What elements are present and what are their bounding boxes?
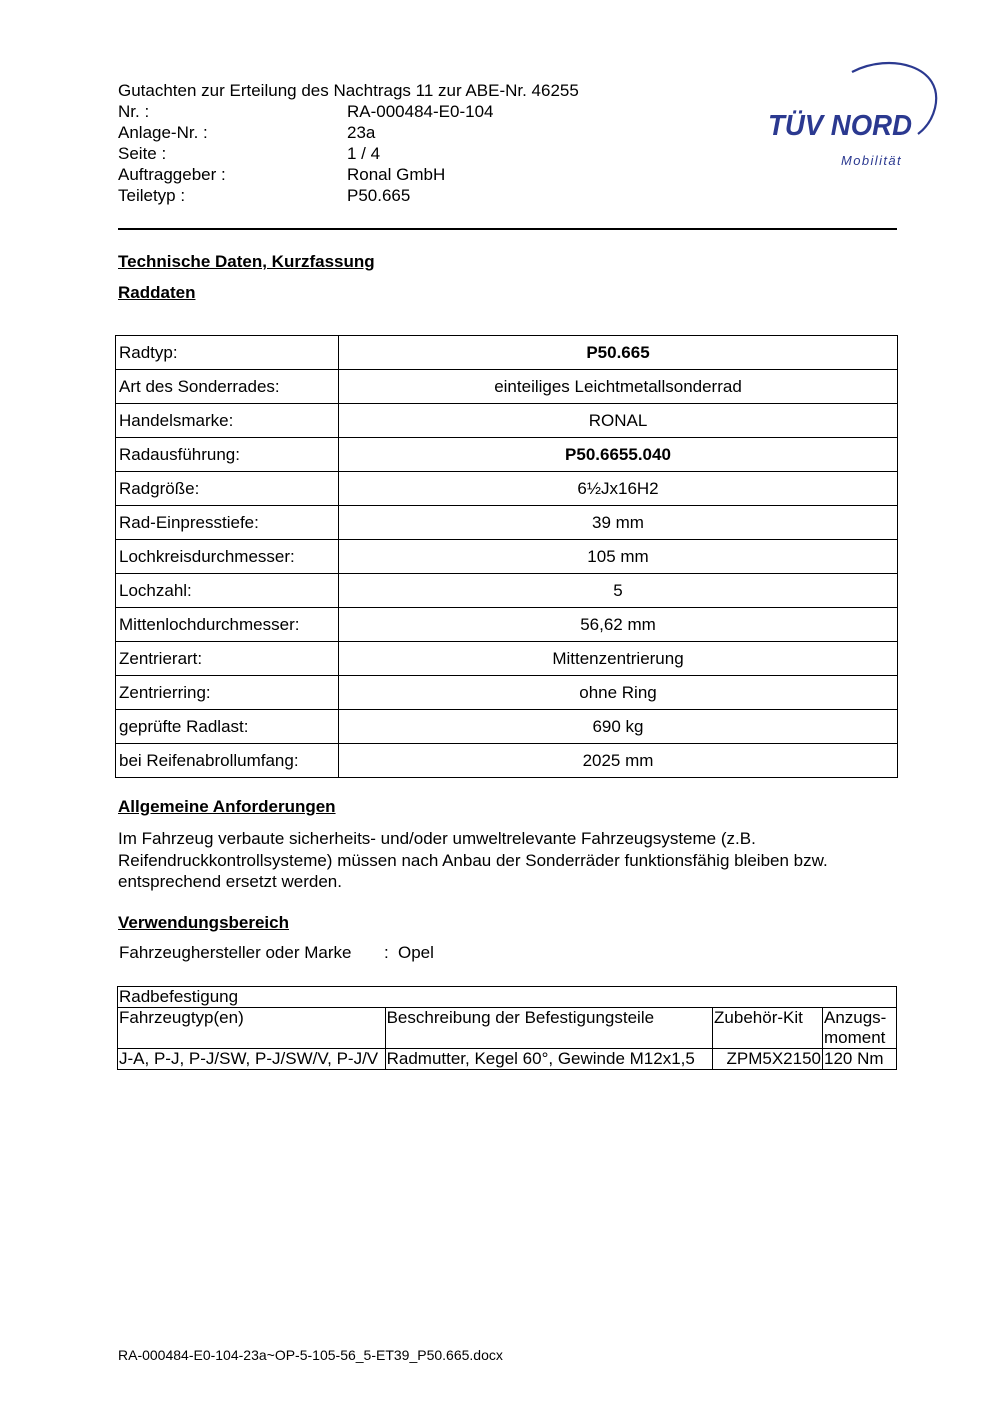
raddaten-row	[116, 642, 898, 676]
raddaten-row	[116, 710, 898, 744]
raddaten-value: P50.6655.040	[339, 438, 898, 472]
raddaten-label: Mittenlochdurchmesser:	[116, 608, 339, 642]
raddaten-value: 2025 mm	[339, 744, 898, 778]
cell-zubehoer-kit: ZPM5X2150	[713, 1049, 823, 1070]
raddaten-label: Radtyp:	[116, 336, 339, 370]
raddaten-value: Mittenzentrierung	[339, 642, 898, 676]
header-label: Nr. :	[118, 102, 150, 121]
raddaten-row	[116, 438, 898, 472]
allgemeine-text: Im Fahrzeug verbaute sicherheits- und/oder umweltrelevante Fahrzeugsysteme (z.B. Reifendruckkontrollsysteme) müssen nach Anbau der Sonderräder funktionsfähig bleiben bzw. entsprechend ersetzt werden.	[118, 829, 828, 891]
radbefestigung-title: Radbefestigung	[118, 987, 897, 1008]
manufacturer-separator: :	[384, 943, 389, 962]
heading-allgemeine-anforderungen: Allgemeine Anforderungen	[118, 797, 336, 816]
raddaten-row	[116, 336, 898, 370]
raddaten-value: 690 kg	[339, 710, 898, 744]
cell-fahrzeugtyp: J-A, P-J, P-J/SW, P-J/SW/V, P-J/V	[118, 1049, 386, 1070]
raddaten-row	[116, 676, 898, 710]
header-value: P50.665	[347, 186, 411, 205]
raddaten-row	[116, 744, 898, 778]
header-label: Auftraggeber :	[118, 165, 226, 184]
header-row-auftraggeber	[118, 164, 579, 185]
raddaten-label: Handelsmarke:	[116, 404, 339, 438]
header-value: RA-000484-E0-104	[347, 102, 494, 121]
header-row-nr	[118, 101, 579, 122]
raddaten-value: 5	[339, 574, 898, 608]
header-row-teiletyp	[118, 185, 579, 206]
raddaten-label: Zentrierart:	[116, 642, 339, 676]
raddaten-value: RONAL	[339, 404, 898, 438]
raddaten-row	[116, 608, 898, 642]
raddaten-label: bei Reifenabrollumfang:	[116, 744, 339, 778]
header-value: Ronal GmbH	[347, 165, 446, 184]
raddaten-row	[116, 404, 898, 438]
raddaten-value: P50.665	[339, 336, 898, 370]
header-value: 23a	[347, 123, 376, 142]
logo-sub-text: Mobilität	[841, 153, 903, 168]
col-header-fahrzeugtyp: Fahrzeugtyp(en)	[118, 1008, 386, 1049]
raddaten-label: Radausführung:	[116, 438, 339, 472]
header-value: 1 / 4	[347, 144, 381, 163]
heading-verwendungsbereich: Verwendungsbereich	[118, 913, 289, 932]
raddaten-label: Art des Sonderrades:	[116, 370, 339, 404]
raddaten-value: ohne Ring	[339, 676, 898, 710]
raddaten-label: Zentrierring:	[116, 676, 339, 710]
raddaten-table	[115, 335, 898, 778]
header-row-anlage	[118, 122, 579, 143]
document-header	[118, 80, 579, 206]
manufacturer-value: Opel	[398, 943, 434, 962]
tuv-nord-logo	[760, 56, 950, 176]
raddaten-row	[116, 540, 898, 574]
header-label: Seite :	[118, 144, 167, 163]
header-label: Teiletyp :	[118, 186, 186, 205]
header-label: Anlage-Nr. :	[118, 123, 208, 142]
radbefestigung-data-row	[118, 1049, 897, 1070]
raddaten-row	[116, 506, 898, 540]
radbefestigung-title-row	[118, 987, 897, 1008]
col-header-beschreibung: Beschreibung der Befestigungsteile	[385, 1008, 712, 1049]
radbefestigung-header-row	[118, 1008, 897, 1049]
cell-anzugsmoment: 120 Nm	[822, 1049, 896, 1070]
heading-raddaten: Raddaten	[118, 283, 196, 302]
cell-beschreibung: Radmutter, Kegel 60°, Gewinde M12x1,5	[385, 1049, 712, 1070]
raddaten-value: 56,62 mm	[339, 608, 898, 642]
raddaten-value: 105 mm	[339, 540, 898, 574]
logo-brand-text: TÜV NORD	[768, 110, 920, 142]
raddaten-row	[116, 472, 898, 506]
tuv-nord-logo-graphic	[760, 56, 950, 176]
raddaten-row	[116, 370, 898, 404]
radbefestigung-table	[117, 986, 897, 1070]
raddaten-value: einteiliges Leichtmetallsonderrad	[339, 370, 898, 404]
raddaten-label: geprüfte Radlast:	[116, 710, 339, 744]
manufacturer-label: Fahrzeughersteller oder Marke	[119, 943, 352, 962]
raddaten-value: 39 mm	[339, 506, 898, 540]
raddaten-label: Radgröße:	[116, 472, 339, 506]
col-header-zubehoer-kit: Zubehör-Kit	[713, 1008, 823, 1049]
col-header-anzugsmoment: Anzugs-moment	[822, 1008, 896, 1049]
raddaten-value: 6½Jx16H2	[339, 472, 898, 506]
heading-technische-daten: Technische Daten, Kurzfassung	[118, 252, 375, 271]
vehicle-manufacturer-line	[119, 943, 434, 963]
header-divider	[118, 228, 897, 230]
raddaten-row	[116, 574, 898, 608]
raddaten-label: Rad-Einpresstiefe:	[116, 506, 339, 540]
footer-filename: RA-000484-E0-104-23a~OP-5-105-56_5-ET39_P50.665.docx	[118, 1347, 503, 1363]
header-row-seite	[118, 143, 579, 164]
raddaten-label: Lochzahl:	[116, 574, 339, 608]
raddaten-label: Lochkreisdurchmesser:	[116, 540, 339, 574]
header-title: Gutachten zur Erteilung des Nachtrags 11 zur ABE-Nr. 46255	[118, 81, 579, 100]
